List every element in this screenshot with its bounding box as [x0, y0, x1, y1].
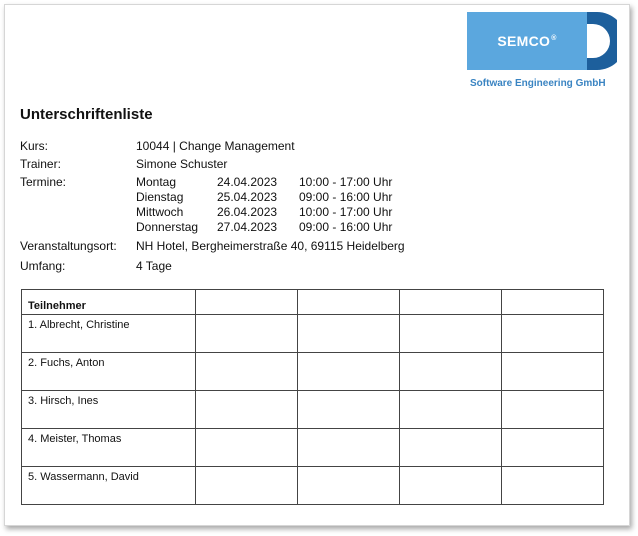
table-header-row: [22, 290, 604, 315]
umfang-value: 4 Tage: [136, 259, 172, 273]
participant-name: 2. Fuchs, Anton: [22, 353, 196, 391]
logo-brand-text: SEMCO ®: [497, 33, 557, 49]
signature-cell[interactable]: [196, 429, 298, 467]
signature-cell[interactable]: [196, 315, 298, 353]
signature-cell[interactable]: [400, 315, 502, 353]
umfang-label: Umfang:: [20, 259, 66, 273]
trainer-label: Trainer:: [20, 157, 61, 171]
signature-cell[interactable]: [196, 353, 298, 391]
termin-date: 25.04.2023: [217, 190, 278, 204]
signature-cell[interactable]: [298, 429, 400, 467]
termin-day: Mittwoch: [136, 205, 184, 219]
signature-cell[interactable]: [298, 353, 400, 391]
signature-cell[interactable]: [400, 429, 502, 467]
kurs-label: Kurs:: [20, 139, 49, 153]
signature-cell[interactable]: [400, 467, 502, 505]
signature-cell[interactable]: [298, 391, 400, 429]
participant-name: 1. Albrecht, Christine: [22, 315, 196, 353]
signature-cell[interactable]: [502, 429, 604, 467]
termin-date: 27.04.2023: [217, 220, 278, 234]
table-row: [22, 353, 604, 391]
termin-time: 10:00 - 17:00 Uhr: [299, 175, 393, 189]
signature-cell[interactable]: [502, 353, 604, 391]
signature-header-cell: [196, 290, 298, 315]
table-row: [22, 467, 604, 505]
participant-name: 3. Hirsch, Ines: [22, 391, 196, 429]
table-row: [22, 391, 604, 429]
signature-cell[interactable]: [196, 467, 298, 505]
signature-cell[interactable]: [298, 315, 400, 353]
participants-header: Teilnehmer: [22, 290, 196, 315]
ort-value: NH Hotel, Bergheimerstraße 40, 69115 Heidelberg: [136, 239, 405, 253]
termin-date: 26.04.2023: [217, 205, 278, 219]
termine-label: Termine:: [20, 175, 67, 189]
signature-cell[interactable]: [298, 467, 400, 505]
logo-subtitle: Software Engineering GmbH: [470, 78, 606, 89]
signature-header-cell: [298, 290, 400, 315]
termin-time: 10:00 - 17:00 Uhr: [299, 205, 393, 219]
signature-cell[interactable]: [400, 353, 502, 391]
signature-table: [21, 289, 604, 505]
termin-time: 09:00 - 16:00 Uhr: [299, 220, 393, 234]
semco-logo: [467, 12, 627, 96]
page-title: Unterschriftenliste: [20, 106, 153, 123]
ort-label: Veranstaltungsort:: [20, 239, 117, 253]
signature-cell[interactable]: [196, 391, 298, 429]
signature-header-cell: [400, 290, 502, 315]
participant-name: 5. Wassermann, David: [22, 467, 196, 505]
signature-cell[interactable]: [400, 391, 502, 429]
termin-day: Donnerstag: [136, 220, 199, 234]
document-page: [4, 4, 630, 526]
table-row: [22, 429, 604, 467]
participant-name: 4. Meister, Thomas: [22, 429, 196, 467]
table-row: [22, 315, 604, 353]
trainer-value: Simone Schuster: [136, 157, 228, 171]
signature-header-cell: [502, 290, 604, 315]
termin-time: 09:00 - 16:00 Uhr: [299, 190, 393, 204]
signature-cell[interactable]: [502, 315, 604, 353]
termin-day: Montag: [136, 175, 177, 189]
kurs-value: 10044 | Change Management: [136, 139, 295, 153]
termin-date: 24.04.2023: [217, 175, 278, 189]
signature-cell[interactable]: [502, 467, 604, 505]
signature-cell[interactable]: [502, 391, 604, 429]
termin-day: Dienstag: [136, 190, 184, 204]
